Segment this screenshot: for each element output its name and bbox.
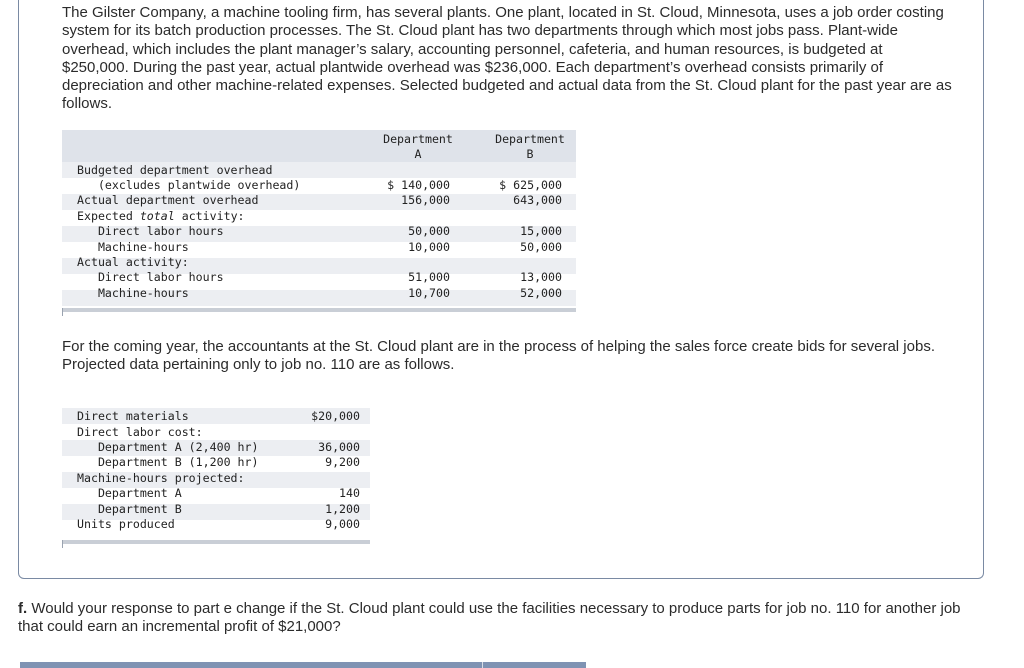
value-dept-a: 51,000 (408, 270, 450, 284)
row-label: Department B (1,200 hr) (77, 455, 259, 469)
question-f (18, 600, 978, 637)
answer-table-header (20, 662, 586, 668)
row-label: (excludes plantwide overhead) (77, 178, 301, 192)
row-label: Department B (77, 502, 182, 516)
row-label: Machine-hours (77, 240, 189, 254)
row-value: 1,200 (325, 502, 360, 516)
value-dept-a: 50,000 (408, 224, 450, 238)
value-dept-a: 10,000 (408, 240, 450, 254)
row-label: Department A (2,400 hr) (77, 440, 259, 454)
row-value: 9,000 (325, 517, 360, 531)
row-label: Department A (77, 486, 182, 500)
value-dept-a: 156,000 (401, 193, 450, 207)
value-dept-b: 15,000 (520, 224, 562, 238)
row-label: Expected total activity: (77, 209, 245, 223)
row-label: Actual activity: (77, 255, 189, 269)
intro-paragraph: The Gilster Company, a machine tooling firm, has several plants. One plant, located in St. Cloud, Minnesota, uses a job order costing system for its batch production processes. The St. Cloud plant has two departments through which most jobs pass. Plant-wide overhead, which includes the plant manager’s salary, accounting personnel, cafeteria, and human resources, is budgeted at $250,000. During the past year, actual plantwide overhead was $236,000. Each department’s overhead consists primarily of depreciation and other machine-related expenses. Selected budgeted and actual data from the St. Cloud plant for the past year are as follows. (62, 4, 952, 113)
row-label: Budgeted department overhead (77, 163, 273, 177)
row-label: Direct labor cost: (77, 425, 203, 439)
column-header-dept-b: Department B (495, 132, 565, 161)
row-label: Direct materials (77, 409, 189, 423)
row-label: Units produced (77, 517, 175, 531)
value-dept-a: 10,700 (408, 286, 450, 300)
row-label: Actual department overhead (77, 193, 259, 207)
value-dept-b: $ 625,000 (499, 178, 562, 192)
value-dept-b: 50,000 (520, 240, 562, 254)
table-footer-rule (62, 308, 576, 312)
row-value: 9,200 (325, 455, 360, 469)
question-label: f. (18, 600, 28, 617)
row-value: 140 (339, 486, 360, 500)
job-110-table (62, 408, 370, 548)
table-footer-rule (62, 540, 370, 544)
value-dept-b: 643,000 (513, 193, 562, 207)
row-label: Machine-hours projected: (77, 471, 245, 485)
value-dept-b: 52,000 (520, 286, 562, 300)
row-label: Direct labor hours (77, 270, 224, 284)
column-header-dept-a: Department A (383, 132, 453, 161)
question-text: Would your response to part e change if the St. Cloud plant could use the facilities necessary to produce parts for job no. 110 for another job that could earn an incremental profit of $21,000? (18, 600, 961, 636)
job-110-paragraph: For the coming year, the accountants at the St. Cloud plant are in the process of helping the sales force create bids for several jobs. Projected data pertaining only to job no. 110 are as follows. (62, 338, 935, 374)
budget-actual-table (62, 130, 576, 314)
value-dept-a: $ 140,000 (387, 178, 450, 192)
row-label: Machine-hours (77, 286, 189, 300)
value-dept-b: 13,000 (520, 270, 562, 284)
row-value: $20,000 (311, 409, 360, 423)
row-label: Direct labor hours (77, 224, 224, 238)
row-value: 36,000 (318, 440, 360, 454)
